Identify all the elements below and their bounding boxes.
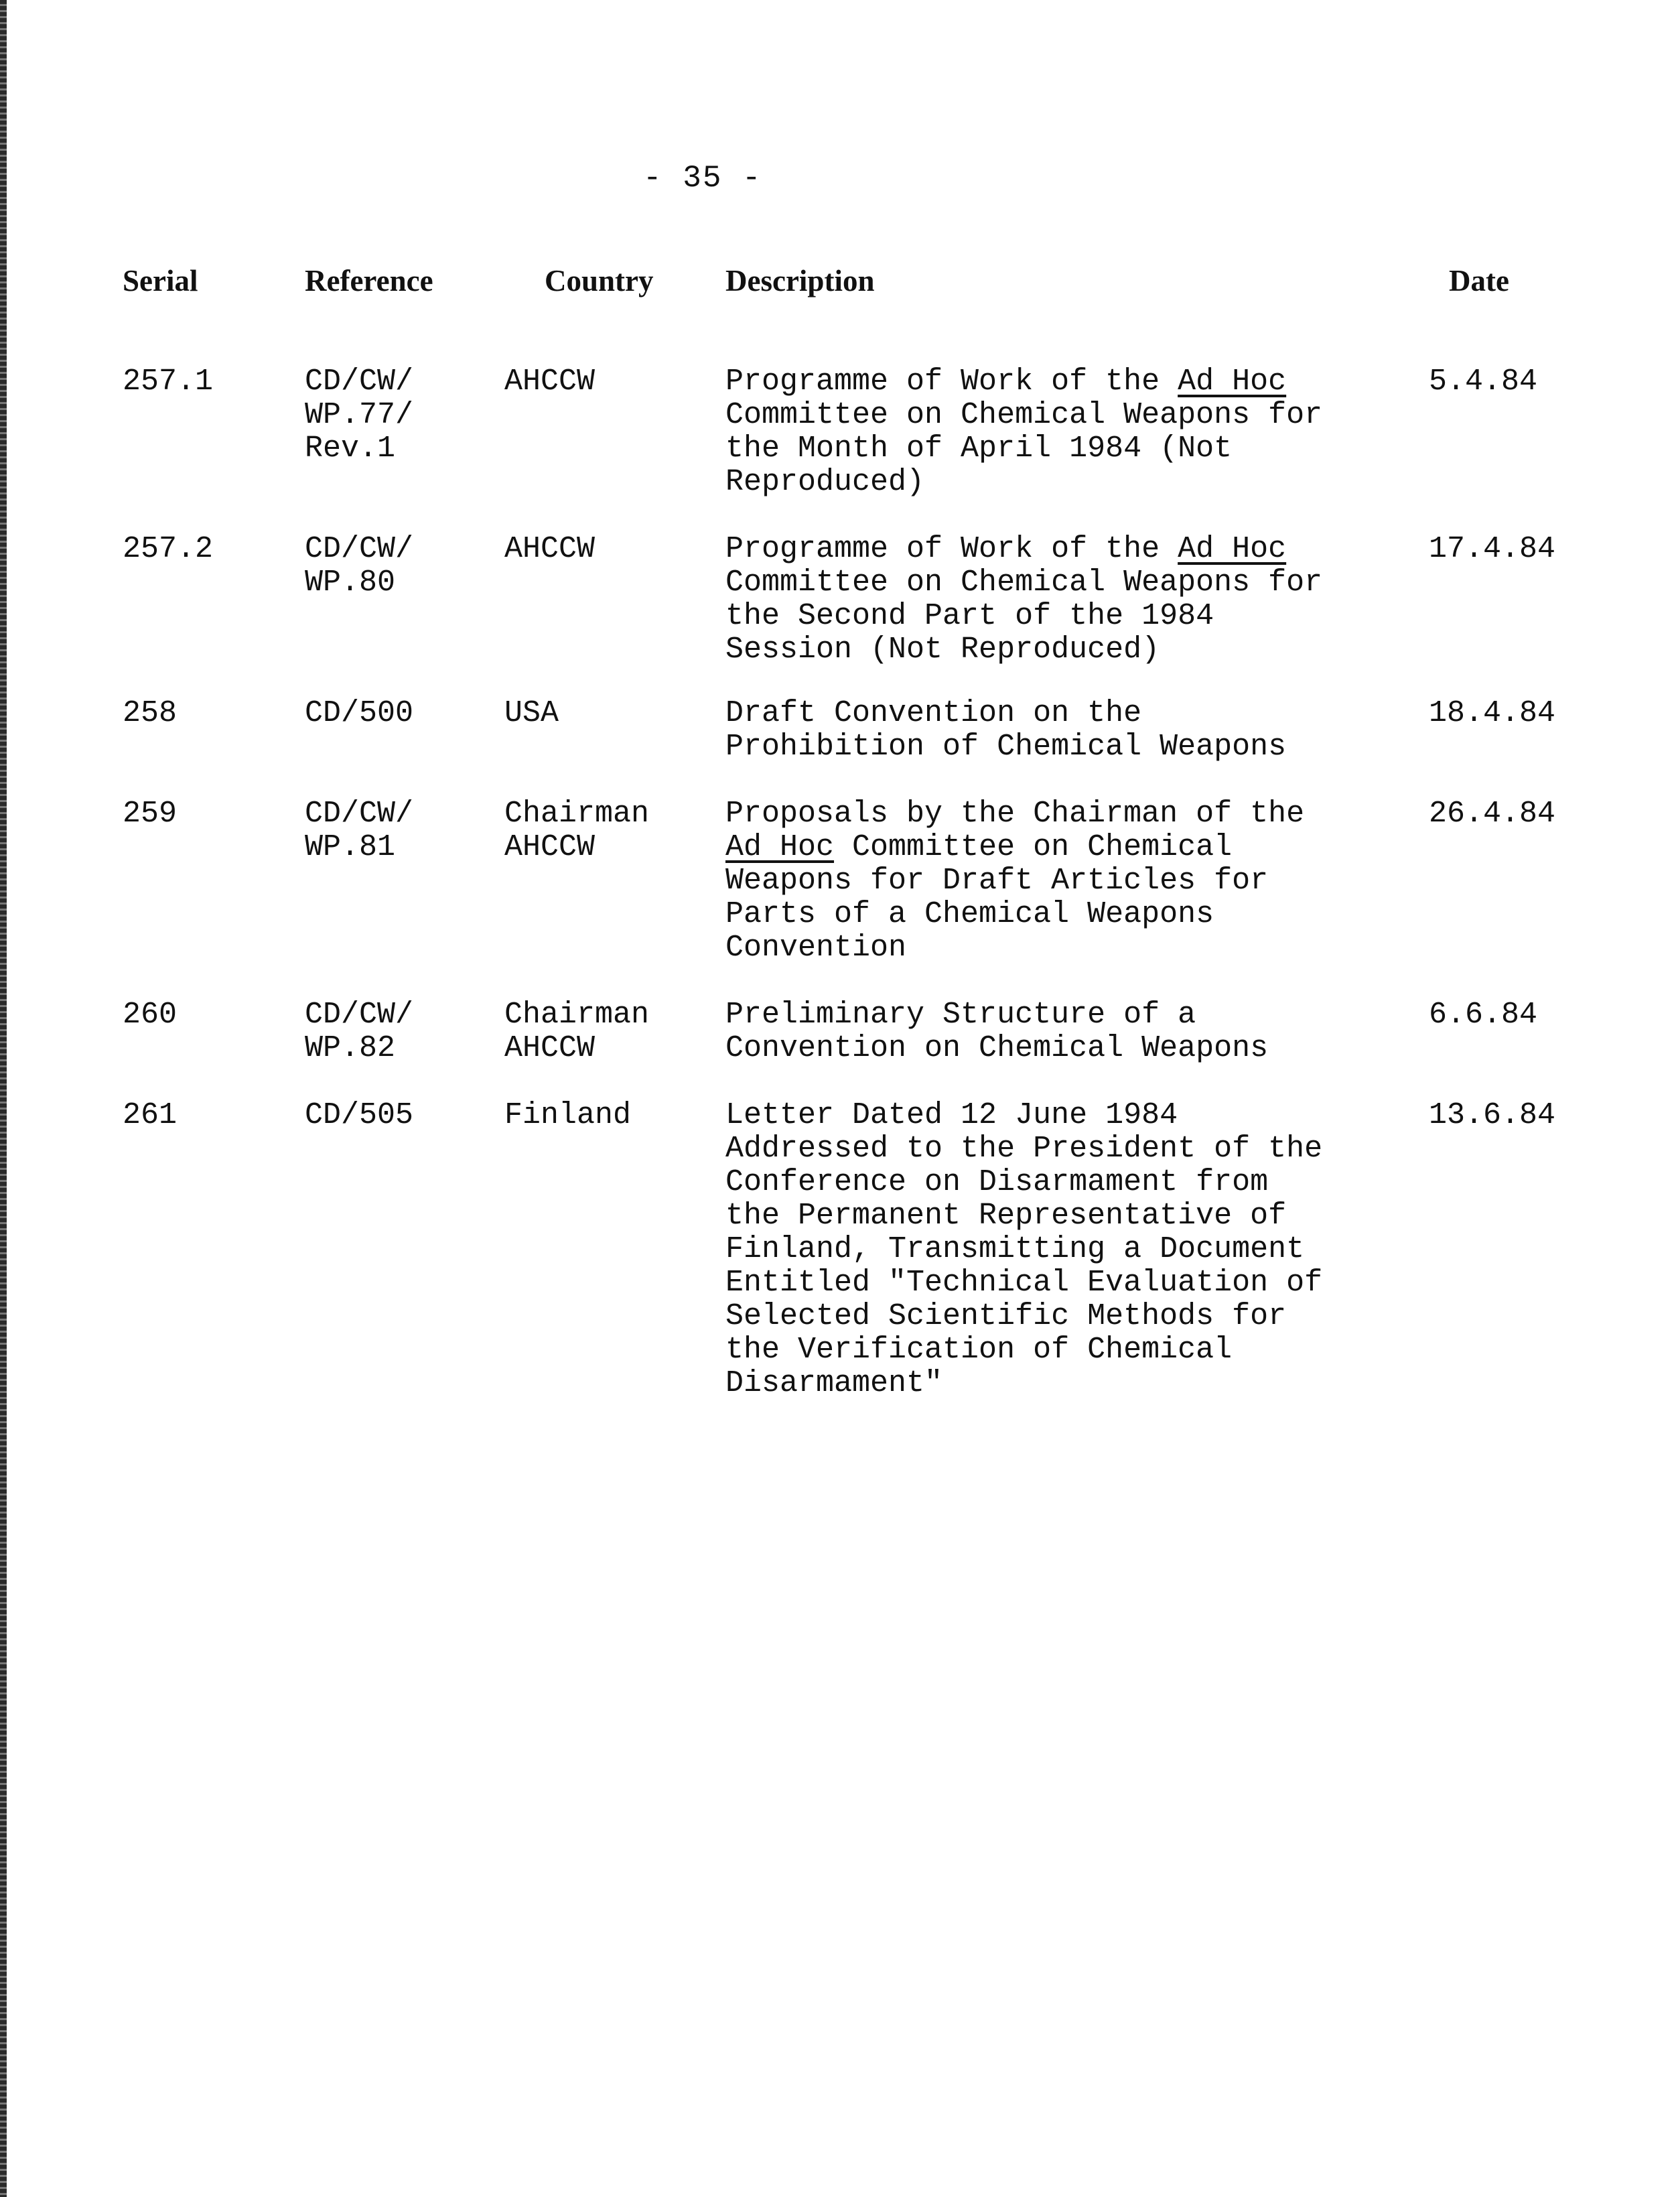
country-line: AHCCW [504, 1031, 596, 1065]
row-serial: 257.2 [123, 532, 214, 566]
row-serial: 257.1 [123, 364, 214, 399]
header-description: Description [725, 264, 875, 297]
row-serial: 259 [123, 797, 178, 831]
row-serial: 261 [123, 1098, 178, 1132]
row-serial: 260 [123, 998, 178, 1032]
row-reference [305, 797, 413, 864]
description-line: Finland, Transmitting a Document [725, 1232, 1305, 1266]
reference-line: CD/500 [305, 696, 414, 730]
row-description [725, 533, 1322, 667]
reference-line: Rev.1 [305, 431, 396, 466]
row-description [725, 365, 1322, 499]
underlined-term: Ad Hoc [725, 830, 835, 864]
row-reference [305, 998, 413, 1065]
reference-line: CD/CW/ [305, 364, 414, 399]
row-country [504, 1099, 631, 1132]
description-line: Programme of Work of the Ad Hoc [725, 364, 1287, 399]
country-line: AHCCW [504, 364, 596, 399]
description-line: Programme of Work of the Ad Hoc [725, 532, 1287, 566]
row-country [504, 365, 595, 399]
description-line: Convention [725, 931, 907, 965]
row-date: 13.6.84 [1429, 1098, 1556, 1132]
description-line: Selected Scientific Methods for [725, 1299, 1287, 1333]
country-line: AHCCW [504, 830, 596, 864]
row-date: 5.4.84 [1429, 364, 1538, 399]
header-serial: Serial [123, 264, 198, 297]
description-line: Parts of a Chemical Weapons [725, 897, 1214, 931]
row-reference [305, 365, 413, 466]
country-line: USA [504, 696, 559, 730]
description-line: Conference on Disarmament from [725, 1165, 1269, 1199]
row-date: 6.6.84 [1429, 998, 1538, 1032]
description-line: Committee on Chemical Weapons for [725, 565, 1323, 600]
description-line: Addressed to the President of the [725, 1132, 1323, 1166]
description-line: the Verification of Chemical [725, 1333, 1233, 1367]
description-line: the Month of April 1984 (Not [725, 431, 1233, 466]
description-line: Disarmament" [725, 1366, 943, 1400]
row-date: 18.4.84 [1429, 696, 1556, 730]
description-line: Committee on Chemical Weapons for [725, 398, 1323, 432]
country-line: Finland [504, 1098, 632, 1132]
reference-line: WP.81 [305, 830, 396, 864]
row-date: 26.4.84 [1429, 797, 1556, 831]
reference-line: WP.82 [305, 1031, 396, 1065]
row-description [725, 797, 1304, 965]
description-line: Preliminary Structure of a [725, 998, 1196, 1032]
row-country [504, 797, 649, 864]
description-line: Convention on Chemical Weapons [725, 1031, 1269, 1065]
country-line: AHCCW [504, 532, 596, 566]
row-description [725, 697, 1286, 764]
header-date: Date [1449, 264, 1509, 297]
page-number: - 35 - [643, 161, 762, 196]
row-reference [305, 533, 413, 600]
reference-line: WP.77/ [305, 398, 414, 432]
description-line: Session (Not Reproduced) [725, 633, 1160, 667]
reference-line: CD/CW/ [305, 532, 414, 566]
row-reference [305, 1099, 413, 1132]
description-line: the Permanent Representative of [725, 1199, 1287, 1233]
description-line: Ad Hoc Committee on Chemical [725, 830, 1233, 864]
description-line: Entitled "Technical Evaluation of [725, 1266, 1323, 1300]
reference-line: CD/CW/ [305, 998, 414, 1032]
reference-line: WP.80 [305, 565, 396, 600]
row-country [504, 697, 559, 730]
row-date: 17.4.84 [1429, 532, 1556, 566]
row-serial: 258 [123, 696, 178, 730]
row-description [725, 1099, 1322, 1400]
description-line: Letter Dated 12 June 1984 [725, 1098, 1178, 1132]
description-line: the Second Part of the 1984 [725, 599, 1214, 633]
reference-line: CD/505 [305, 1098, 414, 1132]
header-reference: Reference [305, 264, 433, 297]
row-country [504, 533, 595, 566]
underlined-term: Ad Hoc [1178, 364, 1287, 399]
country-line: Chairman [504, 797, 650, 831]
row-reference [305, 697, 413, 730]
underlined-term: Ad Hoc [1178, 532, 1287, 566]
country-line: Chairman [504, 998, 650, 1032]
row-country [504, 998, 649, 1065]
row-description [725, 998, 1268, 1065]
description-line: Draft Convention on the [725, 696, 1142, 730]
reference-line: CD/CW/ [305, 797, 414, 831]
page-edge-rule [0, 0, 7, 2197]
description-line: Reproduced) [725, 465, 925, 499]
description-line: Prohibition of Chemical Weapons [725, 730, 1287, 764]
description-line: Weapons for Draft Articles for [725, 864, 1269, 898]
description-line: Proposals by the Chairman of the [725, 797, 1305, 831]
header-country: Country [545, 264, 654, 297]
